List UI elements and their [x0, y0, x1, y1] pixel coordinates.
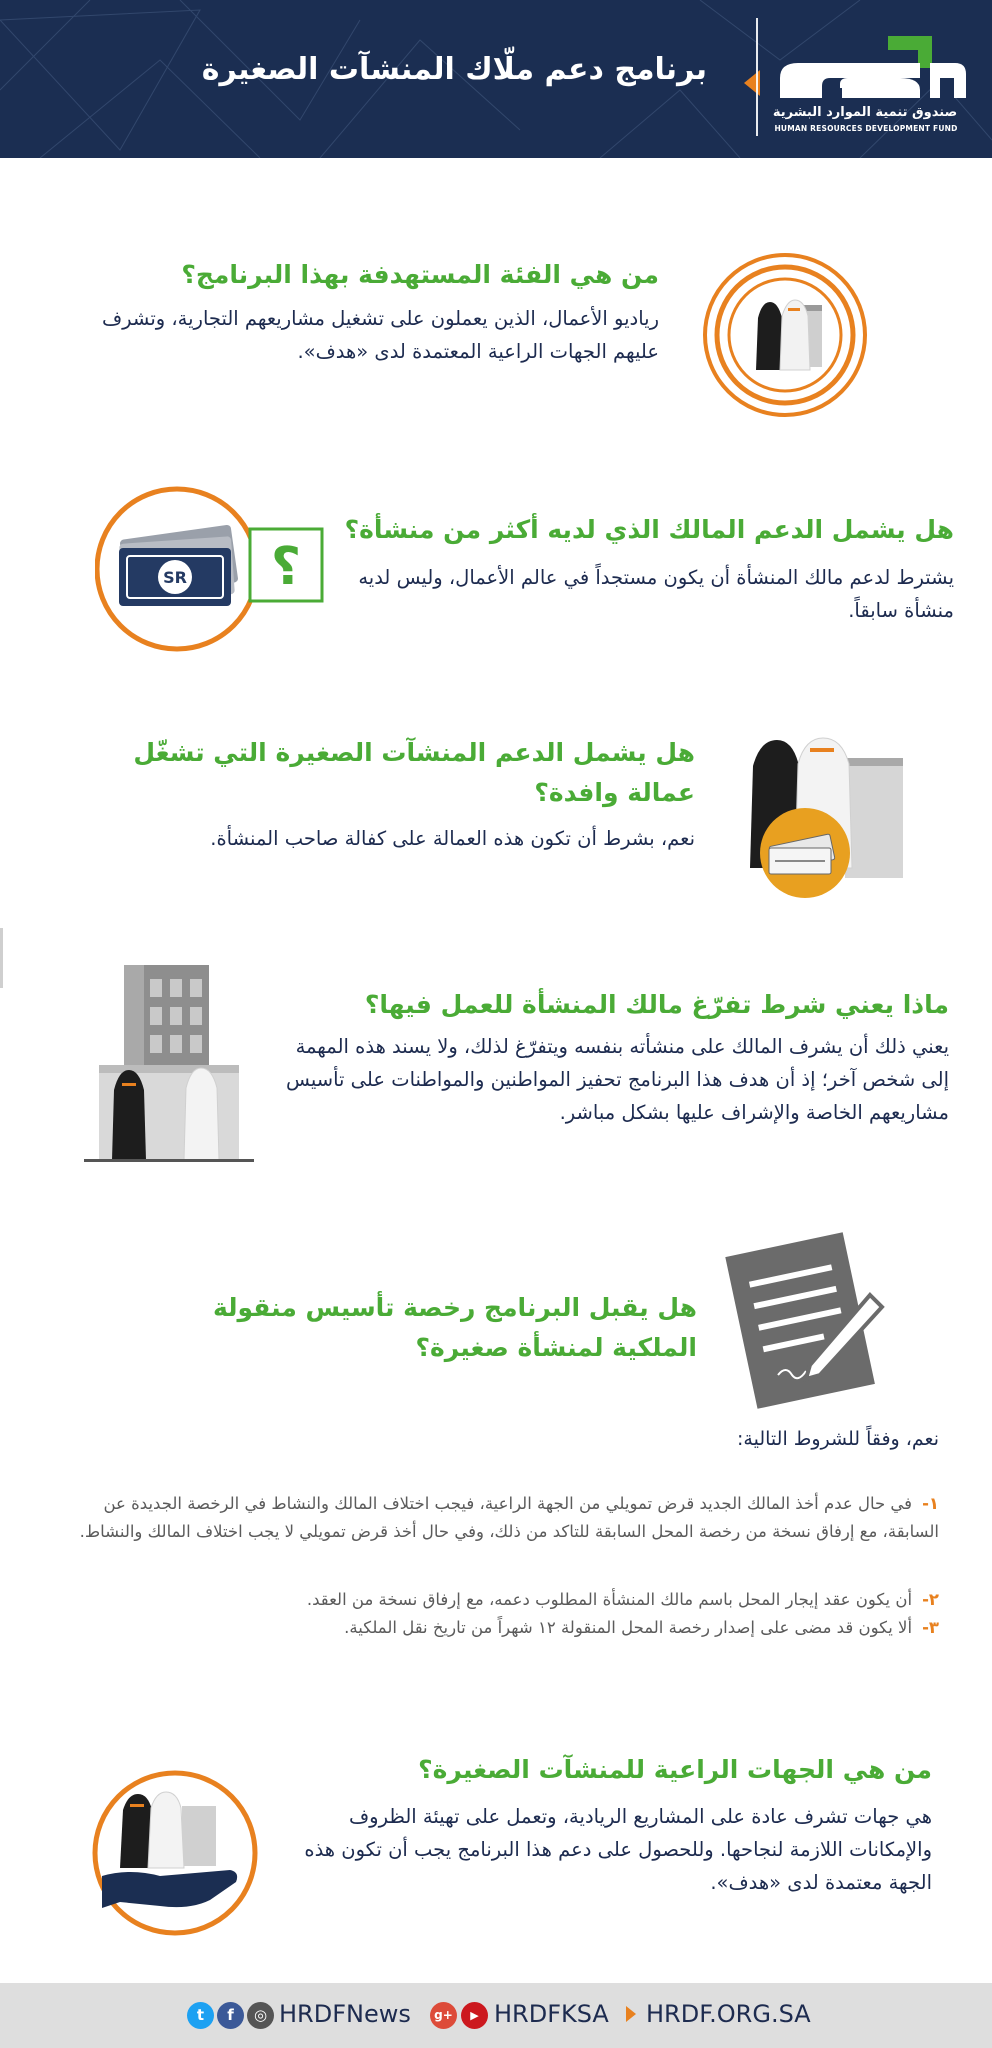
hrdf-logo	[770, 28, 970, 138]
question-mark-glyph: ؟	[270, 537, 302, 597]
condition-item	[49, 1586, 939, 1614]
section-5-question: هل يقبل البرنامج رخصة تأسيس منقولة الملكية لمنشأة صغيرة؟	[212, 1293, 697, 1362]
condition-item	[49, 1614, 939, 1642]
page-edge-marker	[0, 928, 3, 988]
conditions-intro: نعم، وفقاً للشروط التالية:	[737, 1428, 939, 1450]
owners-with-money-icon	[735, 728, 910, 903]
logo-arabic-text: صندوق تنمية الموارد البشرية	[772, 105, 958, 120]
facebook-icon[interactable]: f	[217, 2002, 244, 2029]
hand-support-icon	[90, 1768, 260, 1938]
building-owners-icon	[84, 955, 254, 1165]
section-2-question: هل يشمل الدعم المالك الذي لديه أكثر من منشأة؟	[344, 515, 954, 544]
header-banner	[0, 0, 992, 158]
section-6-question: من هي الجهات الراعية للمنشآت الصغيرة؟	[418, 1755, 932, 1784]
section-3-answer: نعم، بشرط أن تكون هذه العمالة على كفالة صاحب المنشأة.	[210, 827, 695, 850]
condition-text: في حال عدم أخذ المالك الجديد قرض تمويلي من الجهة الراعية، فيجب اختلاف المالك والنشاط في الرخصة الجديدة عن السابقة، مع إرفاق نسخة من رخصة المحل السابقة للتاكد من ذلك، وفي حال أخذ قرض تمويلي لا يجب اختلاف المالك والنشاط.	[79, 1494, 939, 1541]
money-question-icon	[95, 484, 335, 654]
money-sr-label: SR	[163, 568, 187, 587]
section-1-question: من هي الفئة المستهدفة بهذا البرنامج؟	[181, 260, 659, 289]
section-3-question: هل يشمل الدعم المنشآت الصغيرة التي تشغّل عمالة وافدة؟	[133, 738, 695, 807]
instagram-icon[interactable]: ◎	[247, 2002, 274, 2029]
footer-arrow-icon	[626, 2006, 636, 2022]
page-title: برنامج دعم ملّاك المنشآت الصغيرة	[201, 52, 707, 87]
condition-number: ٢-	[922, 1590, 939, 1609]
document-sign-icon	[720, 1225, 890, 1410]
section-4-answer: يعني ذلك أن يشرف المالك على منشأته بنفسه ويتفرّغ لذلك، ولا يسند هذه المهمة إلى شخص آخر؛ إذ أن هدف هذا البرنامج تحفيز المواطنين والمواطنات على تأسيس مشاريعهم الخاصة والإشراف عليها بشكل مباشر.	[286, 1035, 949, 1124]
entrepreneurs-circle-icon	[700, 250, 870, 420]
condition-number: ٣-	[922, 1618, 939, 1637]
google-plus-icon[interactable]: g+	[430, 2002, 457, 2029]
header-divider	[756, 18, 758, 136]
condition-text: ألا يكون قد مضى على إصدار رخصة المحل المنقولة ١٢ شهراً من تاريخ نقل الملكية.	[344, 1618, 913, 1637]
logo-english-text: HUMAN RESOURCES DEVELOPMENT FUND	[774, 124, 958, 133]
twitter-icon[interactable]: t	[187, 2002, 214, 2029]
youtube-icon[interactable]: ▶	[461, 2002, 488, 2029]
website-link[interactable]: HRDF.ORG.SA	[646, 2000, 811, 2028]
condition-number: ١-	[922, 1494, 939, 1513]
twitter-handle[interactable]: HRDFNews	[279, 2000, 411, 2028]
section-6-answer: هي جهات تشرف عادة على المشاريع الريادية، وتعمل على تهيئة الظروف والإمكانات اللازمة لنجاحها. وللحصول على دعم هذا البرنامج يجب أن تكون هذه الجهة معتمدة لدى «هدف».	[304, 1805, 932, 1894]
condition-text: أن يكون عقد إيجار المحل باسم مالك المنشأة المطلوب دعمه، مع إرفاق نسخة من العقد.	[306, 1590, 913, 1609]
section-1-answer: رياديو الأعمال، الذين يعملون على تشغيل مشاريعهم التجارية، وتشرف عليهم الجهات الراعية المعتمدة لدى «هدف».	[101, 307, 659, 363]
condition-item	[49, 1490, 939, 1546]
section-2-answer: يشترط لدعم مالك المنشأة أن يكون مستجداً في عالم الأعمال، وليس لديه منشأة سابقاً.	[358, 566, 954, 622]
section-4-question: ماذا يعني شرط تفرّغ مالك المنشأة للعمل فيها؟	[364, 990, 949, 1019]
kingdom-handle[interactable]: HRDFKSA	[494, 2000, 609, 2028]
